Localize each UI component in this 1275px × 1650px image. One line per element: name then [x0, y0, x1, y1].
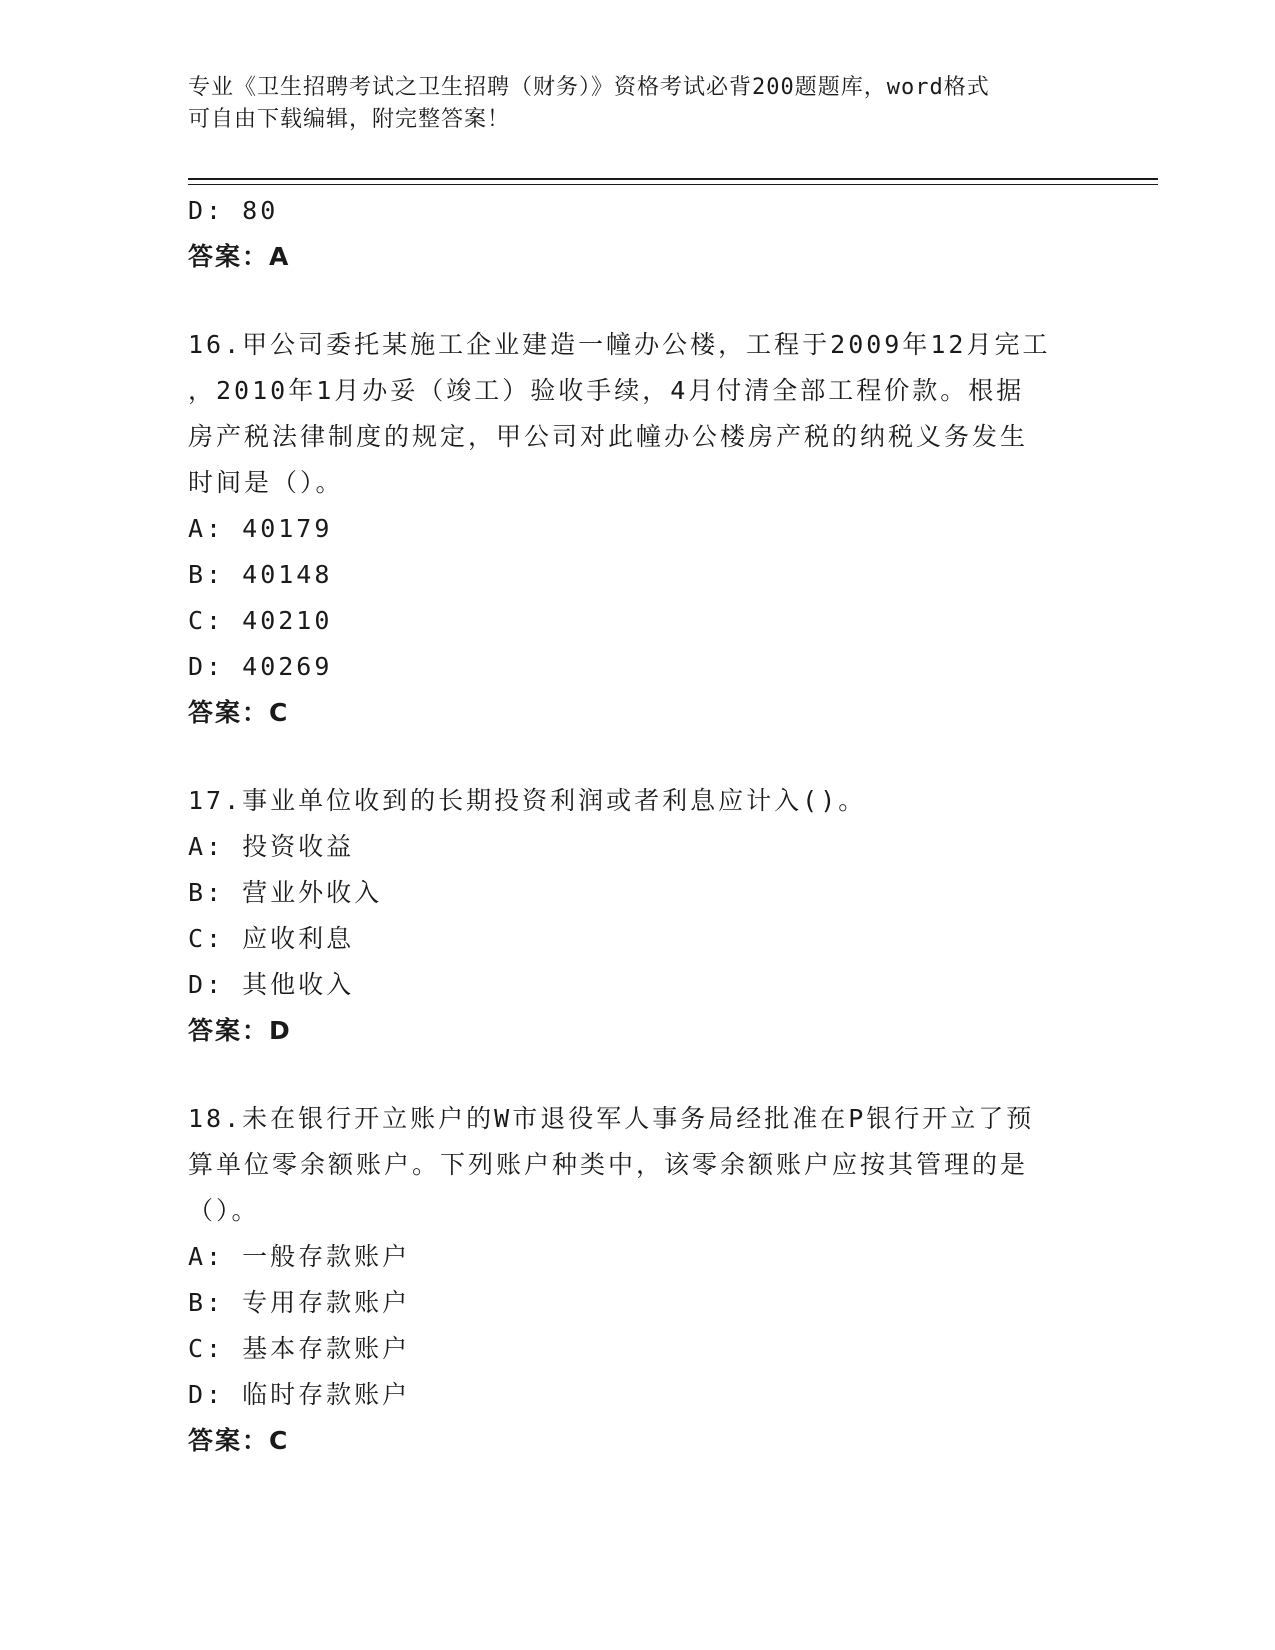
option-a: A: 40179 [188, 514, 333, 543]
header-divider-thin [188, 184, 1158, 185]
option-d: D: 临时存款账户 [188, 1380, 411, 1409]
option-d: D: 80 [188, 196, 279, 225]
option-a: A: 投资收益 [188, 832, 355, 861]
answer-line: 答案：C [188, 698, 290, 727]
option-d: D: 40269 [188, 652, 333, 681]
option-a: A: 一般存款账户 [188, 1242, 411, 1271]
question-text: 房产税法律制度的规定，甲公司对此幢办公楼房产税的纳税义务发生 [188, 422, 1029, 451]
question-text: 18.未在银行开立账户的W市退役军人事务局经批准在P银行开立了预 [188, 1104, 1035, 1133]
option-c: C: 应收利息 [188, 924, 355, 953]
question-text: 16.甲公司委托某施工企业建造一幢办公楼，工程于2009年12月完工 [188, 330, 1051, 359]
question-text: 算单位零余额账户。下列账户种类中，该零余额账户应按其管理的是 [188, 1150, 1029, 1179]
question-18 [188, 1096, 1088, 1464]
document-header [188, 72, 1088, 136]
header-line-2: 可自由下载编辑，附完整答案！ [188, 107, 511, 132]
question-content [188, 188, 1088, 1464]
option-c: C: 基本存款账户 [188, 1334, 411, 1363]
answer-line: 答案：D [188, 1016, 292, 1045]
answer-line: 答案：C [188, 1426, 290, 1455]
option-b: B: 40148 [188, 560, 333, 589]
question-text: 时间是（）。 [188, 468, 344, 497]
answer-line: 答案：A [188, 242, 291, 271]
option-b: B: 专用存款账户 [188, 1288, 411, 1317]
header-divider-thick [188, 178, 1158, 180]
option-d: D: 其他收入 [188, 970, 355, 999]
question-17 [188, 778, 1088, 1054]
question-text: （）。 [188, 1196, 260, 1225]
option-b: B: 营业外收入 [188, 878, 383, 907]
question-text: ，2010年1月办妥（竣工）验收手续，4月付清全部工程价款。根据 [188, 376, 1025, 405]
question-text: 17.事业单位收到的长期投资利润或者利息应计入()。 [188, 786, 867, 815]
question-16 [188, 322, 1088, 736]
header-line-1: 专业《卫生招聘考试之卫生招聘（财务）》资格考试必背200题题库，word格式 [188, 75, 990, 100]
option-c: C: 40210 [188, 606, 333, 635]
